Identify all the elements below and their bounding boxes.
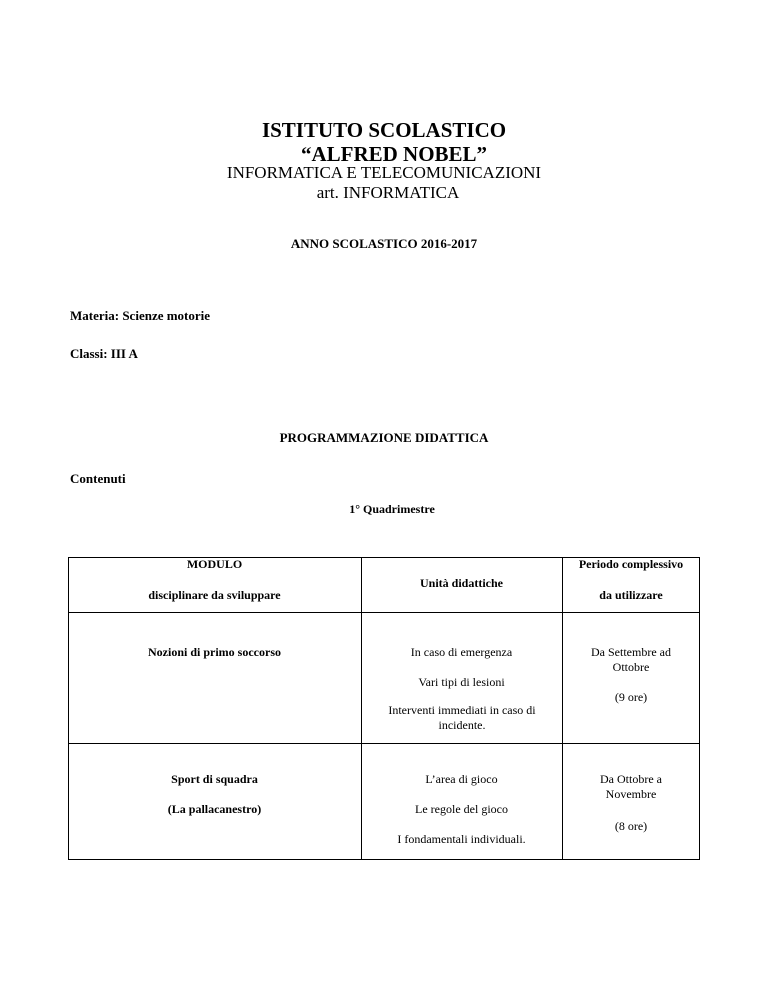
department: INFORMATICA E TELECOMUNICAZIONI: [226, 163, 542, 182]
table-header-divider: [68, 612, 700, 613]
classes-label: Classi: III A: [70, 346, 138, 361]
row1-unit-3: Interventi immediati in caso di incidente.: [388, 703, 536, 732]
header-module: MODULO: [186, 557, 243, 571]
header-module-sub: disciplinare da sviluppare: [148, 588, 281, 602]
table-row-divider: [68, 743, 700, 744]
row2-module-sub: (La pallacanestro): [167, 802, 262, 816]
row1-period: Da Settembre ad Ottobre: [591, 645, 671, 674]
row2-period: Da Ottobre a Novembre: [600, 772, 662, 801]
header-period: Periodo complessivo: [578, 557, 684, 571]
article: art. INFORMATICA: [316, 183, 460, 202]
header-period-sub: da utilizzare: [599, 588, 663, 602]
row2-unit-1: L’area di gioco: [425, 772, 498, 786]
table-divider-2: [562, 557, 563, 860]
table-border-right: [699, 557, 700, 860]
term-label: 1° Quadrimestre: [349, 502, 435, 516]
school-name: ISTITUTO SCOLASTICO: [261, 118, 507, 142]
table-divider-1: [361, 557, 362, 860]
school-year: ANNO SCOLASTICO 2016-2017: [290, 236, 478, 251]
subject-label: Materia: Scienze motorie: [70, 308, 211, 323]
row2-unit-2: Le regole del gioco: [415, 802, 508, 816]
table-border-left: [68, 557, 69, 860]
row1-unit-2: Vari tipi di lesioni: [418, 675, 505, 689]
school-name-nobel: “ALFRED NOBEL”: [300, 142, 488, 166]
row1-module: Nozioni di primo soccorso: [148, 645, 281, 659]
header-units: Unità didattiche: [419, 576, 503, 590]
program-table: [68, 557, 700, 860]
row2-hours: (8 ore): [614, 819, 648, 833]
table-border-bottom: [68, 859, 700, 860]
program-title: PROGRAMMAZIONE DIDATTICA: [279, 430, 489, 445]
row1-hours: (9 ore): [614, 690, 648, 704]
row1-unit-1: In caso di emergenza: [410, 645, 513, 659]
row2-unit-3: I fondamentali individuali.: [397, 832, 526, 846]
row2-module: Sport di squadra: [171, 772, 258, 786]
contents-label: Contenuti: [70, 471, 126, 486]
